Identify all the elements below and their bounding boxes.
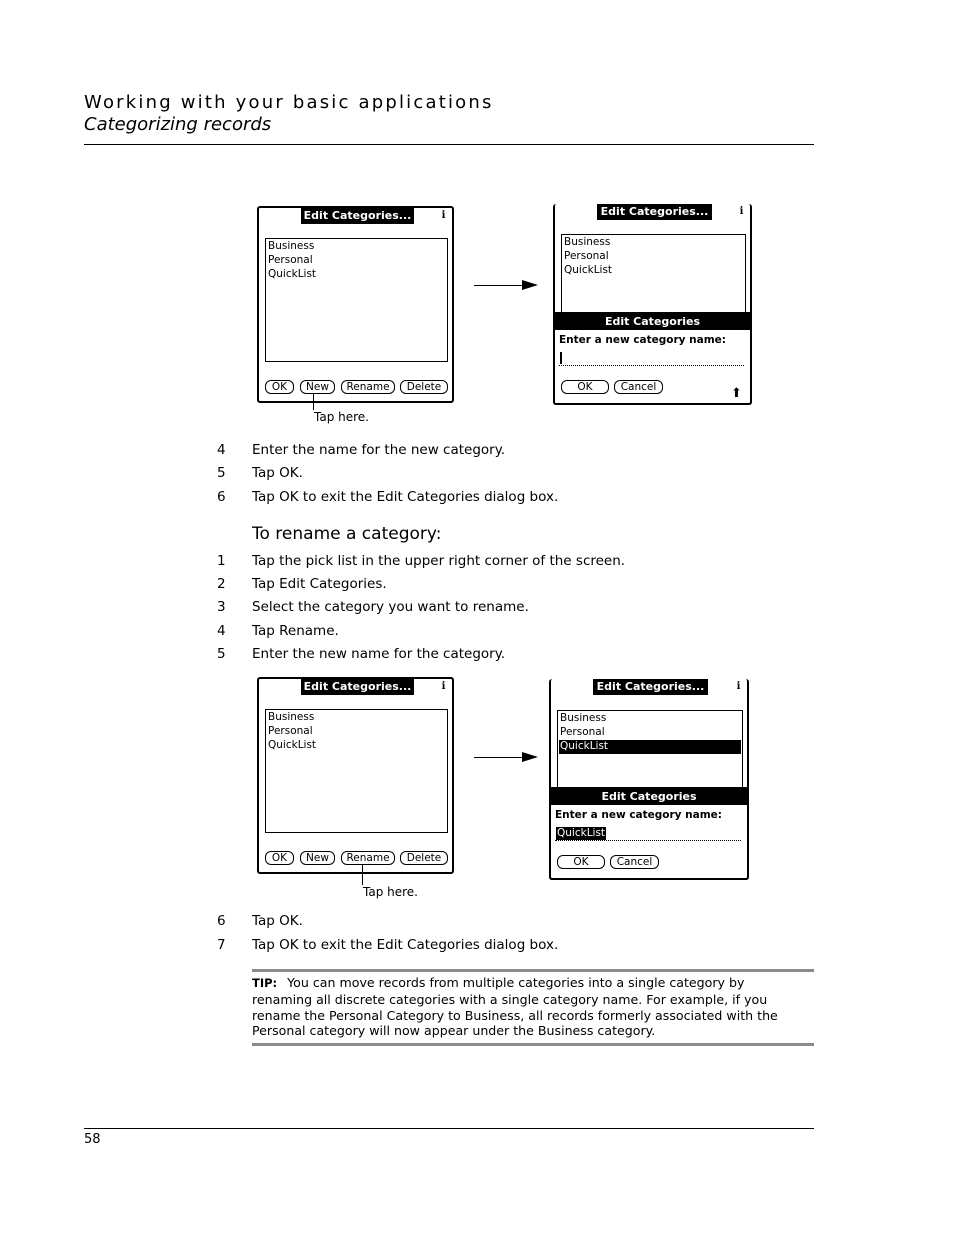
step-text: Enter the name for the new category. [252, 442, 506, 458]
step-number: 7 [217, 937, 226, 953]
tip-top-rule [252, 969, 814, 972]
dialog-prompt: Enter a new category name: [559, 334, 726, 346]
step-number: 3 [217, 599, 226, 615]
ok-button[interactable]: OK [561, 380, 609, 394]
tip-bottom-rule [252, 1043, 814, 1046]
rename-heading: To rename a category: [252, 524, 442, 544]
rename-category-dialog [549, 787, 749, 880]
step-item [217, 599, 777, 615]
delete-button[interactable]: Delete [400, 380, 448, 394]
dialog-prompt: Enter a new category name: [555, 809, 722, 821]
dialog-title: Edit Categories [551, 789, 747, 805]
arrow-head [522, 280, 538, 290]
category-name-input[interactable] [555, 840, 741, 841]
new-button[interactable]: New [300, 380, 335, 394]
list-item[interactable]: QuickList [268, 268, 317, 280]
step-item [217, 442, 777, 458]
cancel-button[interactable]: Cancel [610, 855, 659, 869]
step-item [217, 465, 777, 481]
category-list[interactable] [265, 238, 448, 362]
list-item[interactable]: QuickList [268, 739, 317, 751]
delete-button[interactable]: Delete [400, 851, 448, 865]
category-name-value[interactable]: QuickList [557, 827, 606, 839]
step-text: Select the category you want to rename. [252, 599, 529, 615]
tip-box [252, 975, 800, 1039]
category-list[interactable] [265, 709, 448, 833]
new-button[interactable]: New [300, 851, 335, 865]
list-item[interactable]: Business [268, 240, 315, 252]
rename-button[interactable]: Rename [341, 380, 395, 394]
category-list [561, 234, 746, 314]
step-item [217, 553, 777, 569]
shift-indicator-icon: ⬆ [731, 386, 742, 401]
tap-here-caption: Tap here. [363, 885, 418, 899]
step-text: Tap OK. [252, 465, 303, 481]
screen-title: Edit Categories... [597, 204, 712, 220]
step-number: 1 [217, 553, 226, 569]
list-item: Personal [564, 250, 609, 262]
list-item: Business [560, 712, 607, 724]
cancel-button[interactable]: Cancel [614, 380, 663, 394]
section-title: Categorizing records [84, 114, 272, 135]
footer-divider [84, 1128, 814, 1129]
category-name-input[interactable] [559, 365, 744, 366]
chapter-title: Working with your basic applications [84, 92, 494, 113]
callout-line [313, 393, 314, 410]
figure-add-category [0, 0, 954, 430]
step-text: Tap Edit Categories. [252, 576, 387, 592]
list-item[interactable]: Personal [268, 254, 313, 266]
step-number: 2 [217, 576, 226, 592]
screen-title: Edit Categories... [593, 679, 708, 695]
step-number: 6 [217, 913, 226, 929]
tap-here-caption: Tap here. [314, 410, 369, 424]
category-list [557, 710, 743, 789]
list-item-selected: QuickList [559, 740, 741, 754]
step-number: 5 [217, 646, 226, 662]
step-number: 5 [217, 465, 226, 481]
ok-button[interactable]: OK [557, 855, 605, 869]
step-item [217, 646, 777, 662]
palm-screen-new-category [553, 204, 752, 405]
palm-screen-edit-categories [257, 206, 454, 403]
step-item [217, 913, 777, 929]
list-item[interactable]: Personal [268, 725, 313, 737]
step-text: Tap OK to exit the Edit Categories dialog box. [252, 489, 559, 505]
ok-button[interactable]: OK [265, 380, 294, 394]
step-item [217, 623, 777, 639]
info-icon[interactable]: i [735, 205, 748, 218]
dialog-title: Edit Categories [555, 314, 750, 330]
info-icon[interactable]: i [437, 209, 450, 222]
tip-text: You can move records from multiple categories into a single category by renaming all discrete categories with a single category name. For example, if you rename the Personal Category to Business, all records formerly associated with the Personal category will now appear under the Business category. [252, 975, 778, 1039]
list-item: Business [564, 236, 611, 248]
step-text: Tap the pick list in the upper right corner of the screen. [252, 553, 626, 569]
list-item: Personal [560, 726, 605, 738]
step-number: 4 [217, 442, 226, 458]
info-icon[interactable]: i [732, 680, 745, 693]
arrow-line [474, 757, 524, 758]
step-number: 6 [217, 489, 226, 505]
new-category-dialog [553, 312, 752, 405]
callout-line [362, 864, 363, 885]
text-cursor [560, 352, 562, 364]
step-text: Tap OK to exit the Edit Categories dialog box. [252, 937, 559, 953]
step-item [217, 489, 777, 505]
rename-button[interactable]: Rename [341, 851, 395, 865]
palm-screen-edit-categories [257, 677, 454, 874]
tip-label: TIP: [252, 976, 278, 990]
screen-title: Edit Categories... [301, 208, 414, 224]
list-item: QuickList [564, 264, 613, 276]
step-text: Tap Rename. [252, 623, 339, 639]
step-item [217, 576, 777, 592]
step-item [217, 937, 777, 953]
arrow-head [522, 752, 538, 762]
list-item[interactable]: Business [268, 711, 315, 723]
step-number: 4 [217, 623, 226, 639]
step-text: Tap OK. [252, 913, 303, 929]
screen-title: Edit Categories... [301, 679, 414, 695]
palm-screen-rename-category [549, 679, 749, 880]
info-icon[interactable]: i [437, 680, 450, 693]
page-number: 58 [84, 1132, 101, 1147]
ok-button[interactable]: OK [265, 851, 294, 865]
step-text: Enter the new name for the category. [252, 646, 506, 662]
arrow-line [474, 285, 524, 286]
